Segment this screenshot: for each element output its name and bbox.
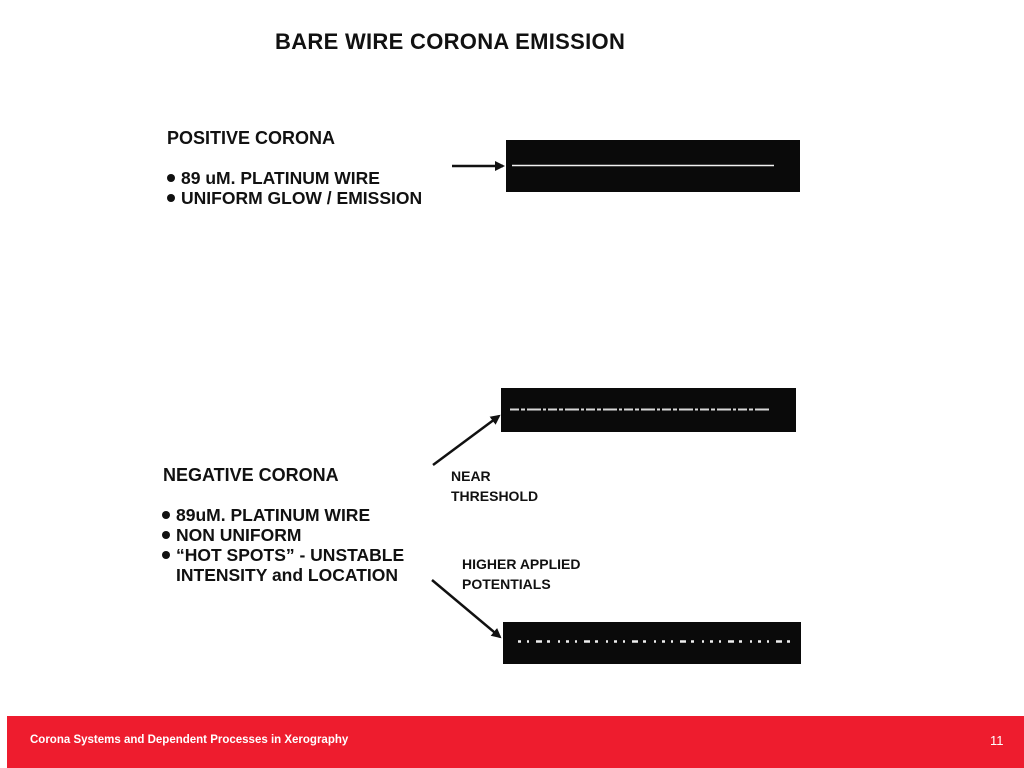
near-threshold-photo xyxy=(501,388,796,432)
positive-corona-photo xyxy=(506,140,800,192)
label-line: THRESHOLD xyxy=(451,488,539,504)
page-number: 11 xyxy=(990,733,1004,748)
label-line: NEAR xyxy=(451,468,491,484)
slide-title: BARE WIRE CORONA EMISSION xyxy=(275,29,626,54)
label-line: POTENTIALS xyxy=(462,576,551,592)
higher-potentials-arrow xyxy=(432,580,500,637)
bullet-text: 89 uM. PLATINUM WIRE xyxy=(181,168,380,188)
label-line: HIGHER APPLIED xyxy=(462,556,581,572)
bullet-text: UNIFORM GLOW / EMISSION xyxy=(181,188,423,208)
bullet-text: “HOT SPOTS” - UNSTABLE xyxy=(176,545,405,565)
near-threshold-arrow xyxy=(433,416,499,465)
negative-corona-heading: NEGATIVE CORONA xyxy=(163,465,339,485)
bullet-text: 89uM. PLATINUM WIRE xyxy=(176,505,371,525)
bullet-text: NON UNIFORM xyxy=(176,525,302,545)
footer-title: Corona Systems and Dependent Processes in Xerography xyxy=(30,734,349,746)
higher-potentials-photo xyxy=(503,622,801,664)
positive-corona-heading: POSITIVE CORONA xyxy=(167,128,336,148)
bullet-text: INTENSITY and LOCATION xyxy=(176,565,398,585)
